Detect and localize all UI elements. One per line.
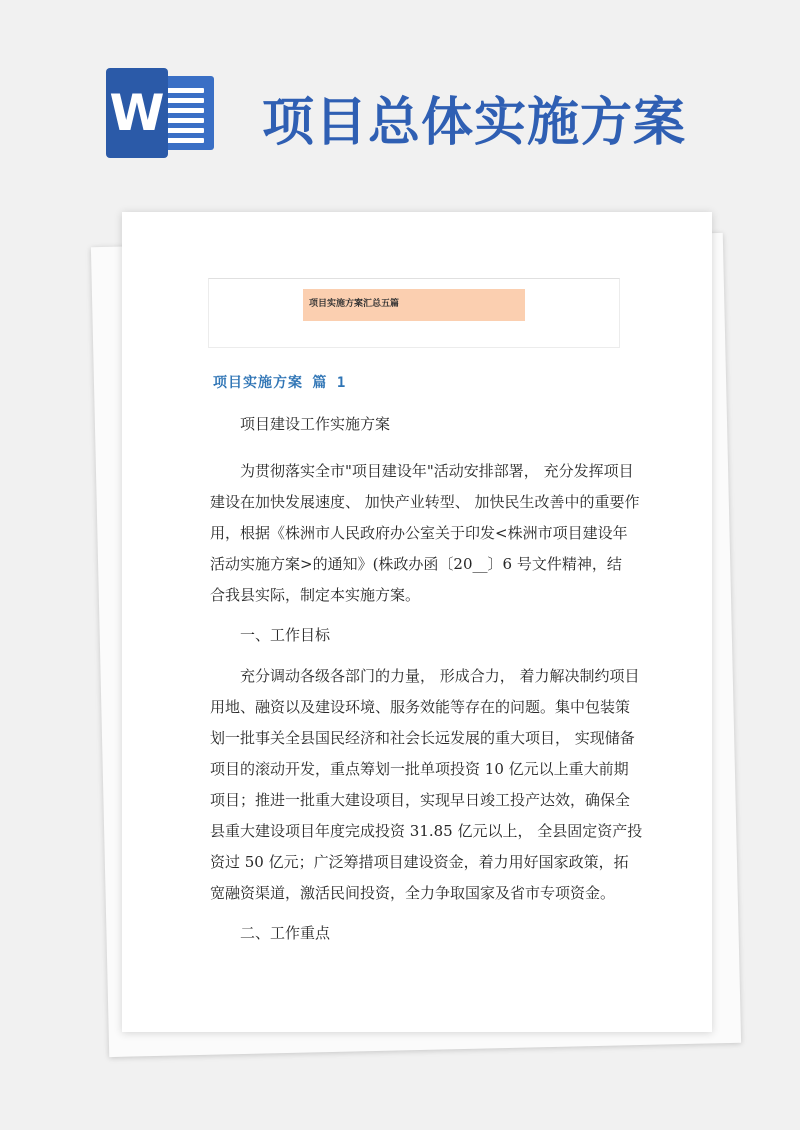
paragraph-line: 建设在加快发展速度、 加快产业转型、 加快民生改善中的重要作: [210, 493, 640, 511]
paragraph-line: 项目；推进一批重大建设项目，实现早日竣工投产达效，确保全: [210, 791, 631, 809]
document-page: [122, 212, 712, 1032]
paragraph-title: 项目建设工作实施方案: [240, 415, 391, 433]
paragraph-line: 合我县实际，制定本实施方案。: [210, 586, 421, 604]
section-heading: 项目实施方案 篇 1: [213, 375, 347, 391]
paragraph-line: 项目的滚动开发，重点筹划一批单项投资 10 亿元以上重大前期: [210, 760, 629, 778]
paragraph-line: 为贯彻落实全市"项目建设年"活动安排部署， 充分发挥项目: [240, 462, 634, 480]
paragraph-line: 县重大建设项目年度完成投资 31.85 亿元以上， 全县固定资产投: [210, 822, 643, 840]
document-header-box: [208, 278, 620, 348]
paragraph-line: 资过 50 亿元；广泛筹措项目建设资金，着力用好国家政策，拓: [210, 853, 629, 871]
word-letter-logo: W: [106, 68, 168, 158]
paragraph-line: 宽融资渠道，激活民间投资，全力争取国家及省市专项资金。: [210, 884, 616, 902]
paragraph-line: 用地、融资以及建设环境、服务效能等存在的问题。集中包装策: [210, 698, 631, 716]
paragraph-line: 活动实施方案>的通知》(株政办函〔20__〕6 号文件精神，结: [210, 555, 622, 573]
header-tag: 项目实施方案汇总五篇: [303, 289, 525, 321]
word-app-icon: [106, 68, 216, 158]
paragraph-line: 划一批事关全县国民经济和社会长远发展的重大项目， 实现储备: [210, 729, 635, 747]
paragraph-line: 用，根据《株洲市人民政府办公室关于印发<株洲市项目建设年: [210, 524, 628, 542]
subheading-focus: 二、工作重点: [240, 924, 331, 942]
subheading-goals: 一、工作目标: [240, 626, 331, 644]
document-lines-icon: [166, 88, 204, 148]
page-title: 项目总体实施方案: [262, 93, 687, 153]
paragraph-line: 充分调动各级各部门的力量， 形成合力， 着力解决制约项目: [240, 667, 640, 685]
